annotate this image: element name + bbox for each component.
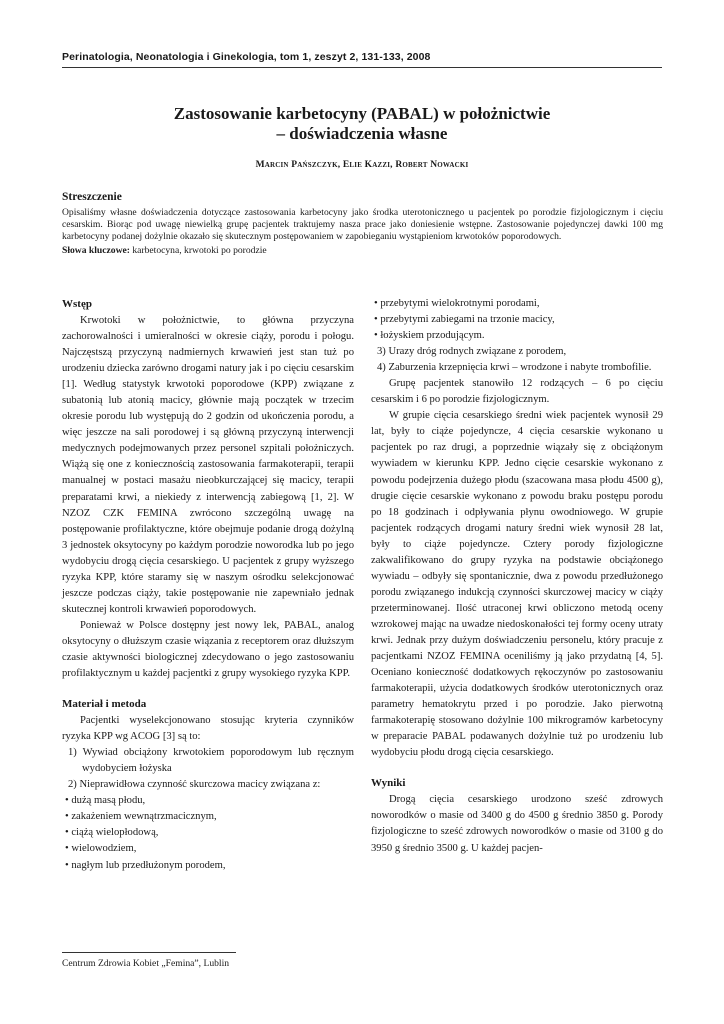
keywords: [62, 245, 663, 257]
list-item: • przebytymi zabiegami na trzonie macicy,: [374, 314, 555, 326]
journal-header: Perinatologia, Neonatologia i Ginekologia, tom 1, zeszyt 2, 131-133, 2008: [62, 51, 431, 63]
authors: Marcin Pańszczyk, Elie Kazzi, Robert Nowacki: [255, 160, 469, 170]
intro-paragraph-2: Ponieważ w Polsce dostępny jest nowy lek, PABAL, analog oksytocyny o dłuższym czasie wiązania z receptorem oraz dłuższym czasie aktywności biologicznej zdecydowano o jego zastosowaniu profilaktycznym u każdej pacjentki z grupy wysokiego ryzyka KPP.: [62, 619, 354, 680]
criteria-list-continued: [371, 296, 663, 376]
title-line-2: – doświadczenia własne: [276, 124, 448, 143]
list-item: • dużą masą płodu,: [65, 795, 146, 807]
left-column: [62, 296, 354, 874]
footnote: Centrum Zdrowia Kobiet „Femina”, Lublin: [62, 958, 230, 969]
intro-heading: Wstęp: [62, 298, 92, 310]
abstract-heading: Streszczenie: [62, 191, 122, 203]
right-column: [371, 296, 663, 857]
abstract-text: Opisaliśmy własne doświadczenia dotyczące zastosowania karbetocyny jako środka uterotonicznego u pacjentek po porodzie fizjologicznym i cięciu cesarskim. Biorąc pod uwagę niewielką grupę pacjentek traktujemy nasza prace jako doniesienie wstępne. Zastosowanie pojedynczej dawki 100 mg karbetocyny podanej dożylnie okazało się skutecznym postępowaniem w zapobieganiu wystąpieniom krwotoków poporodowych.: [62, 207, 663, 243]
list-item: • nagłym lub przedłużonym porodem,: [65, 859, 226, 871]
keywords-label: Słowa kluczowe:: [62, 245, 130, 257]
list-item: • łożyskiem przodującym.: [374, 330, 485, 342]
keywords-text: karbetocyna, krwotoki po porodzie: [132, 245, 267, 257]
results-paragraph-1: Drogą cięcia cesarskiego urodzono sześć zdrowych noworodków o masie od 3400 g do 4500 g średnio 3850 g. Porody fizjologiczne to sześć zdrowych noworodków o masie od 3100 g do 3950 g średnio 3500 g. U każdej pacjen-: [371, 794, 663, 854]
list-item: 4) Zaburzenia krzepnięcia krwi – wrodzone i nabyte trombofilie.: [377, 362, 652, 374]
results-heading: Wyniki: [371, 777, 406, 790]
list-item: 3) Urazy dróg rodnych związane z porodem,: [377, 346, 567, 358]
list-item: 1) Wywiad obciążony krwotokiem poporodowym lub ręcznym wydobyciem łożyska: [68, 747, 354, 775]
methods-paragraph-3: W grupie cięcia cesarskiego średni wiek pacjentek wynosił 29 lat, były to ciąże pojedyncze, 4 cięcia cesarskie wykonano u pacjentek po raz drugi, a poprzednie wiązały się z obciążonym wywiadem w kierunku KPP. Jedno cięcie cesarskie wykonano z powodu podejrzenia dużego płodu (szacowana masa płodu 4500 g), drugie cięcie cesarskie wykonano z powodu braku postępu porodu po 18 godzinach i odpływania płynu owodniowego. W grupie pacjentek rodzących drogami natury średni wiek wynosił 28 lat, były to ciąże pojedyncze. Cztery porody fizjologiczne zakwalifikowano do grupy ryzyka na podstawie obciążonego wywiadu – odbyły się spontanicznie, dwa z powodu przedłużonego porodu związanego indukcją czynności skurczowej macicy w ciąży przeterminowanej. Ilość utraconej krwi obliczono metodą oceny wzrokowej mając na uwadze niedoskonałości tej formy oceny utraty krwi. Jednak przy dużym doświadczeniu personelu, który pracuje z pacjentkami NZOZ FEMINA oceniliśmy ją jako przydatną [4, 5]. Oceniano konieczność dodatkowych rękoczynów po zastosowaniu farmakoterapii, użycia dodatkowych środków uterotonicznych oraz parametry hematokrytu przed i po porodzie. Jako pierwotną farmakoterapię stosowano dożylnie 100 mikrogramów karbetocyny w preparacie PABAL podawanych dożylnie tuż po urodzeniu lub wydobyciu płodu drogą cięcia cesarskiego.: [371, 410, 663, 759]
methods-paragraph-1: Pacjentki wyselekcjonowano stosując kryteria czynników ryzyka KPP wg ACOG [3] są to:: [62, 715, 354, 743]
list-item: • wielowodziem,: [65, 843, 137, 855]
footnote-divider: [62, 952, 236, 953]
list-item: 2) Nieprawidłowa czynność skurczowa macicy związana z:: [68, 779, 321, 791]
list-item: • zakażeniem wewnątrzmacicznym,: [65, 811, 217, 823]
header-divider: [62, 67, 662, 68]
title-line-1: Zastosowanie karbetocyny (PABAL) w położnictwie: [173, 104, 551, 123]
methods-heading: Materiał i metoda: [62, 698, 147, 711]
list-item: • przebytymi wielokrotnymi porodami,: [374, 298, 540, 309]
list-item: • ciążą wielopłodową,: [65, 827, 159, 839]
methods-paragraph-2: Grupę pacjentek stanowiło 12 rodzących – 6 po cięciu cesarskim i 6 po porodzie fizjologicznym.: [371, 378, 663, 406]
article-title: [62, 104, 662, 144]
criteria-list: [62, 745, 354, 873]
intro-paragraph-1: Krwotoki w położnictwie, to główna przyczyna zachorowalności i umieralności w okresie ciąży, porodu i połogu. Najczęstszą przyczyną nadmiernych krwawień jest stan tuż po urodzeniu dziecka zarówno drogami natury jak i po cięciu cesarskim [1]. Według statystyk krwotoki poporodowe (KPP) związane z subatonią lub atonią macicy, głównie mają początek w trzecim okresie porodu lub występują do 2 godzin od ukończenia porodu, a więc jeszcze na sali porodowej i są główną przyczyną interwencji medycznych podejmowanych przez personel szpitali położniczych. Wiążą się one z koniecznością zastosowania farmakoterapii, terapii manualnej w postaci masażu nieobkurczającej się macicy, terapii preparatami krwi, a niekiedy z interwencją zabiegową [1, 2]. W NZOZ CZK FEMINA zwrócono szczególną uwagę na postępowanie profilaktyczne, które obejmuje podanie drogą dożylną 3 jednostek oksytocyny po każdym porodzie noworodka lub po jego wydobyciu drogą cięcia cesarskiego. U pacjentek z grupy wyższego ryzyka KPP, które staramy się w naszym ośrodku selekcjonować jeszcze podczas ciąży, takie postępowanie nie zapewniało jednak skutecznej kontroli krwawień poporodowych.: [62, 315, 354, 615]
abstract-section: [62, 191, 663, 257]
